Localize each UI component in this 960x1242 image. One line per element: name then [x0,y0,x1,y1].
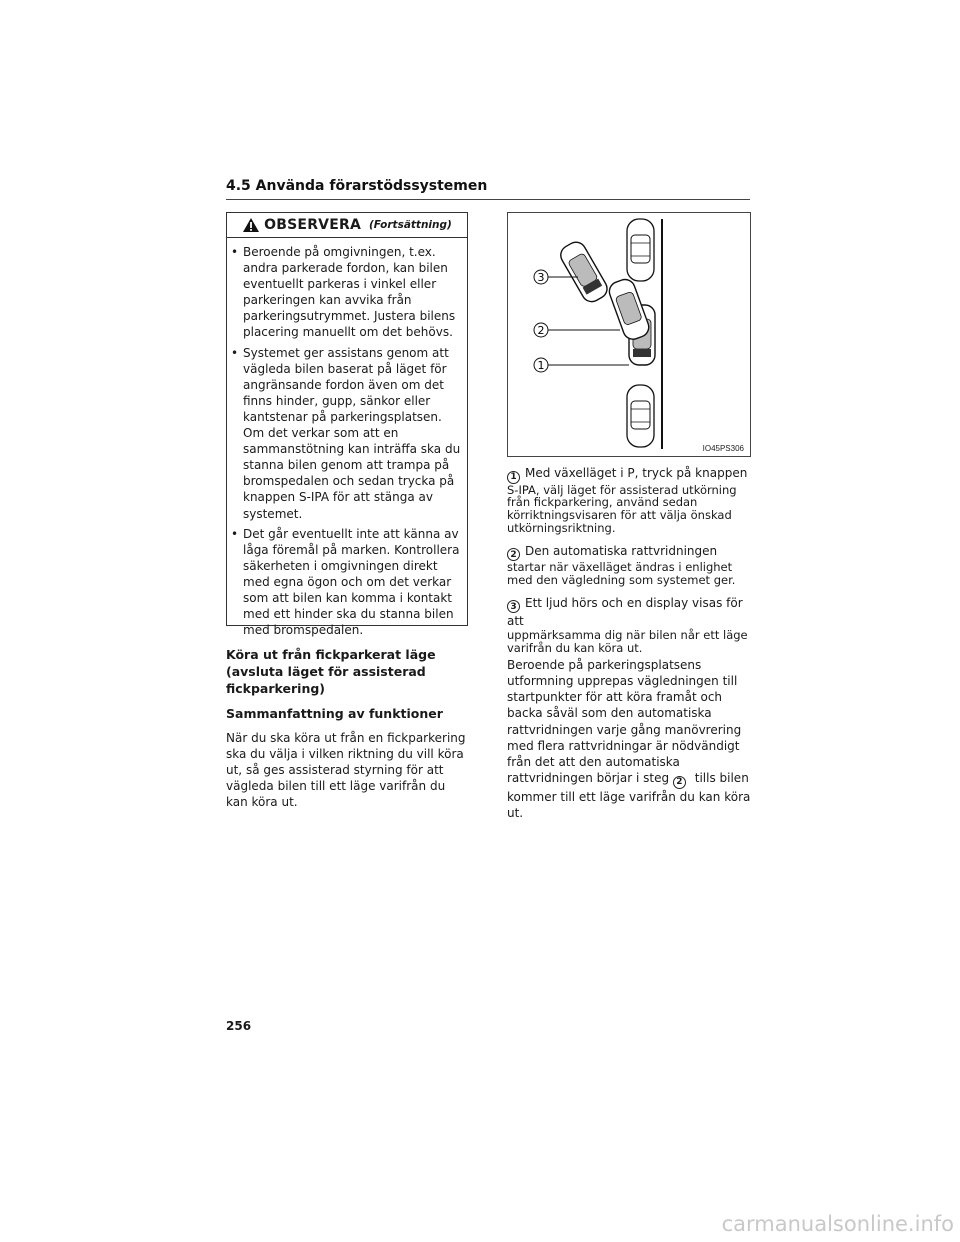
warning-item: • Beroende på omgivningen, t.ex. andra parkerade fordon, kan bilen eventuellt parkeras i vinkel eller parkeringen kan avvika från parkeringsutrymmet. Justera bilens placering manuellt om det behövs. [231,245,456,340]
page-number: 256 [226,1019,252,1033]
step-2: 2 Den automatiska rattvridningen startar när växelläget ändras i enlighet med den vägledning som systemet ger. [507,543,736,587]
section-title: 4.5 Använda förarstödssystemen [226,178,750,200]
warning-item: • Det går eventuellt inte att känna av låga föremål på marken. Kontrollera säkerheten i omgivningen direkt med egna ögon och om det verkar som att bilen kan komma i kontakt med ett hinder ska du stanna bilen med bromspedalen. [231,526,460,638]
body-paragraph: När du ska köra ut från en fickparkering ska du välja i vilken riktning du vill köra ut, så ges assisterad styrning för att vägleda bilen till ett läge varifrån du kan köra ut. [226,731,466,809]
svg-text:2: 2 [537,324,545,337]
svg-text:3: 3 [537,271,545,284]
closing-paragraph: Beroende på parkeringsplatsens utformning upprepas vägledningen till startpunkter för att köra framåt och backa såväl som den automatiska rattvridningen varje gång manövrering med flera rattvridningar är nödvändigt från det att den automatiska rattvridningen börjar i steg 2 tills bilen kommer till ett läge varifrån du kan köra ut. [507,657,751,821]
subheading: Sammanfattning av funktioner [226,706,443,721]
callout-2 [534,323,620,337]
step-number-badge: 1 [507,471,520,484]
parked-car-top [627,219,654,281]
figure-code: IO45PS306 [702,444,744,453]
section-heading: Köra ut från fickparkerat läge (avsluta läget för assisterad fickparkering) [226,647,436,696]
watermark: carmanualsonline.info [721,1212,954,1236]
step-number-badge: 3 [507,600,520,613]
warning-item: • Systemet ger assistans genom att vägleda bilen baserat på läget för angränsande fordon även om det finns hinder, gupp, sänkor eller kantstenar på parkeringsplatsen. Om det verkar som att en sammanstötning kan inträffa ska du stanna bilen genom att trampa på bromspedalen och sedan trycka på knappen S-IPA för att stänga av systemet. [231,345,461,521]
parking-diagram [507,212,751,457]
svg-text:1: 1 [537,359,545,372]
warning-continued: (Fortsättning) [369,219,452,231]
step-number-badge: 2 [507,548,520,561]
warning-triangle-icon [242,217,260,233]
parked-car-bottom [627,385,654,447]
right-column [507,465,753,821]
callout-1 [534,358,629,372]
warning-title: OBSERVERA [264,217,361,233]
car-position-3 [557,239,611,306]
left-column [226,646,470,810]
inline-step-badge: 2 [673,776,686,789]
parking-illustration [508,213,750,456]
warning-box [226,212,468,638]
step-3: 3 Ett ljud hörs och en display visas för att uppmärksamma dig när bilen når ett läge varifrån du kan köra ut. [507,595,748,656]
warning-list [227,238,467,638]
warning-header [227,213,467,238]
step-1: 1 Med växelläget i P, tryck på knappen S-IPA, välj läget för assisterad utkörning från fickparkering, använd sedan körriktningsvisaren för att välja önskad utkörningsriktning. [507,466,748,535]
